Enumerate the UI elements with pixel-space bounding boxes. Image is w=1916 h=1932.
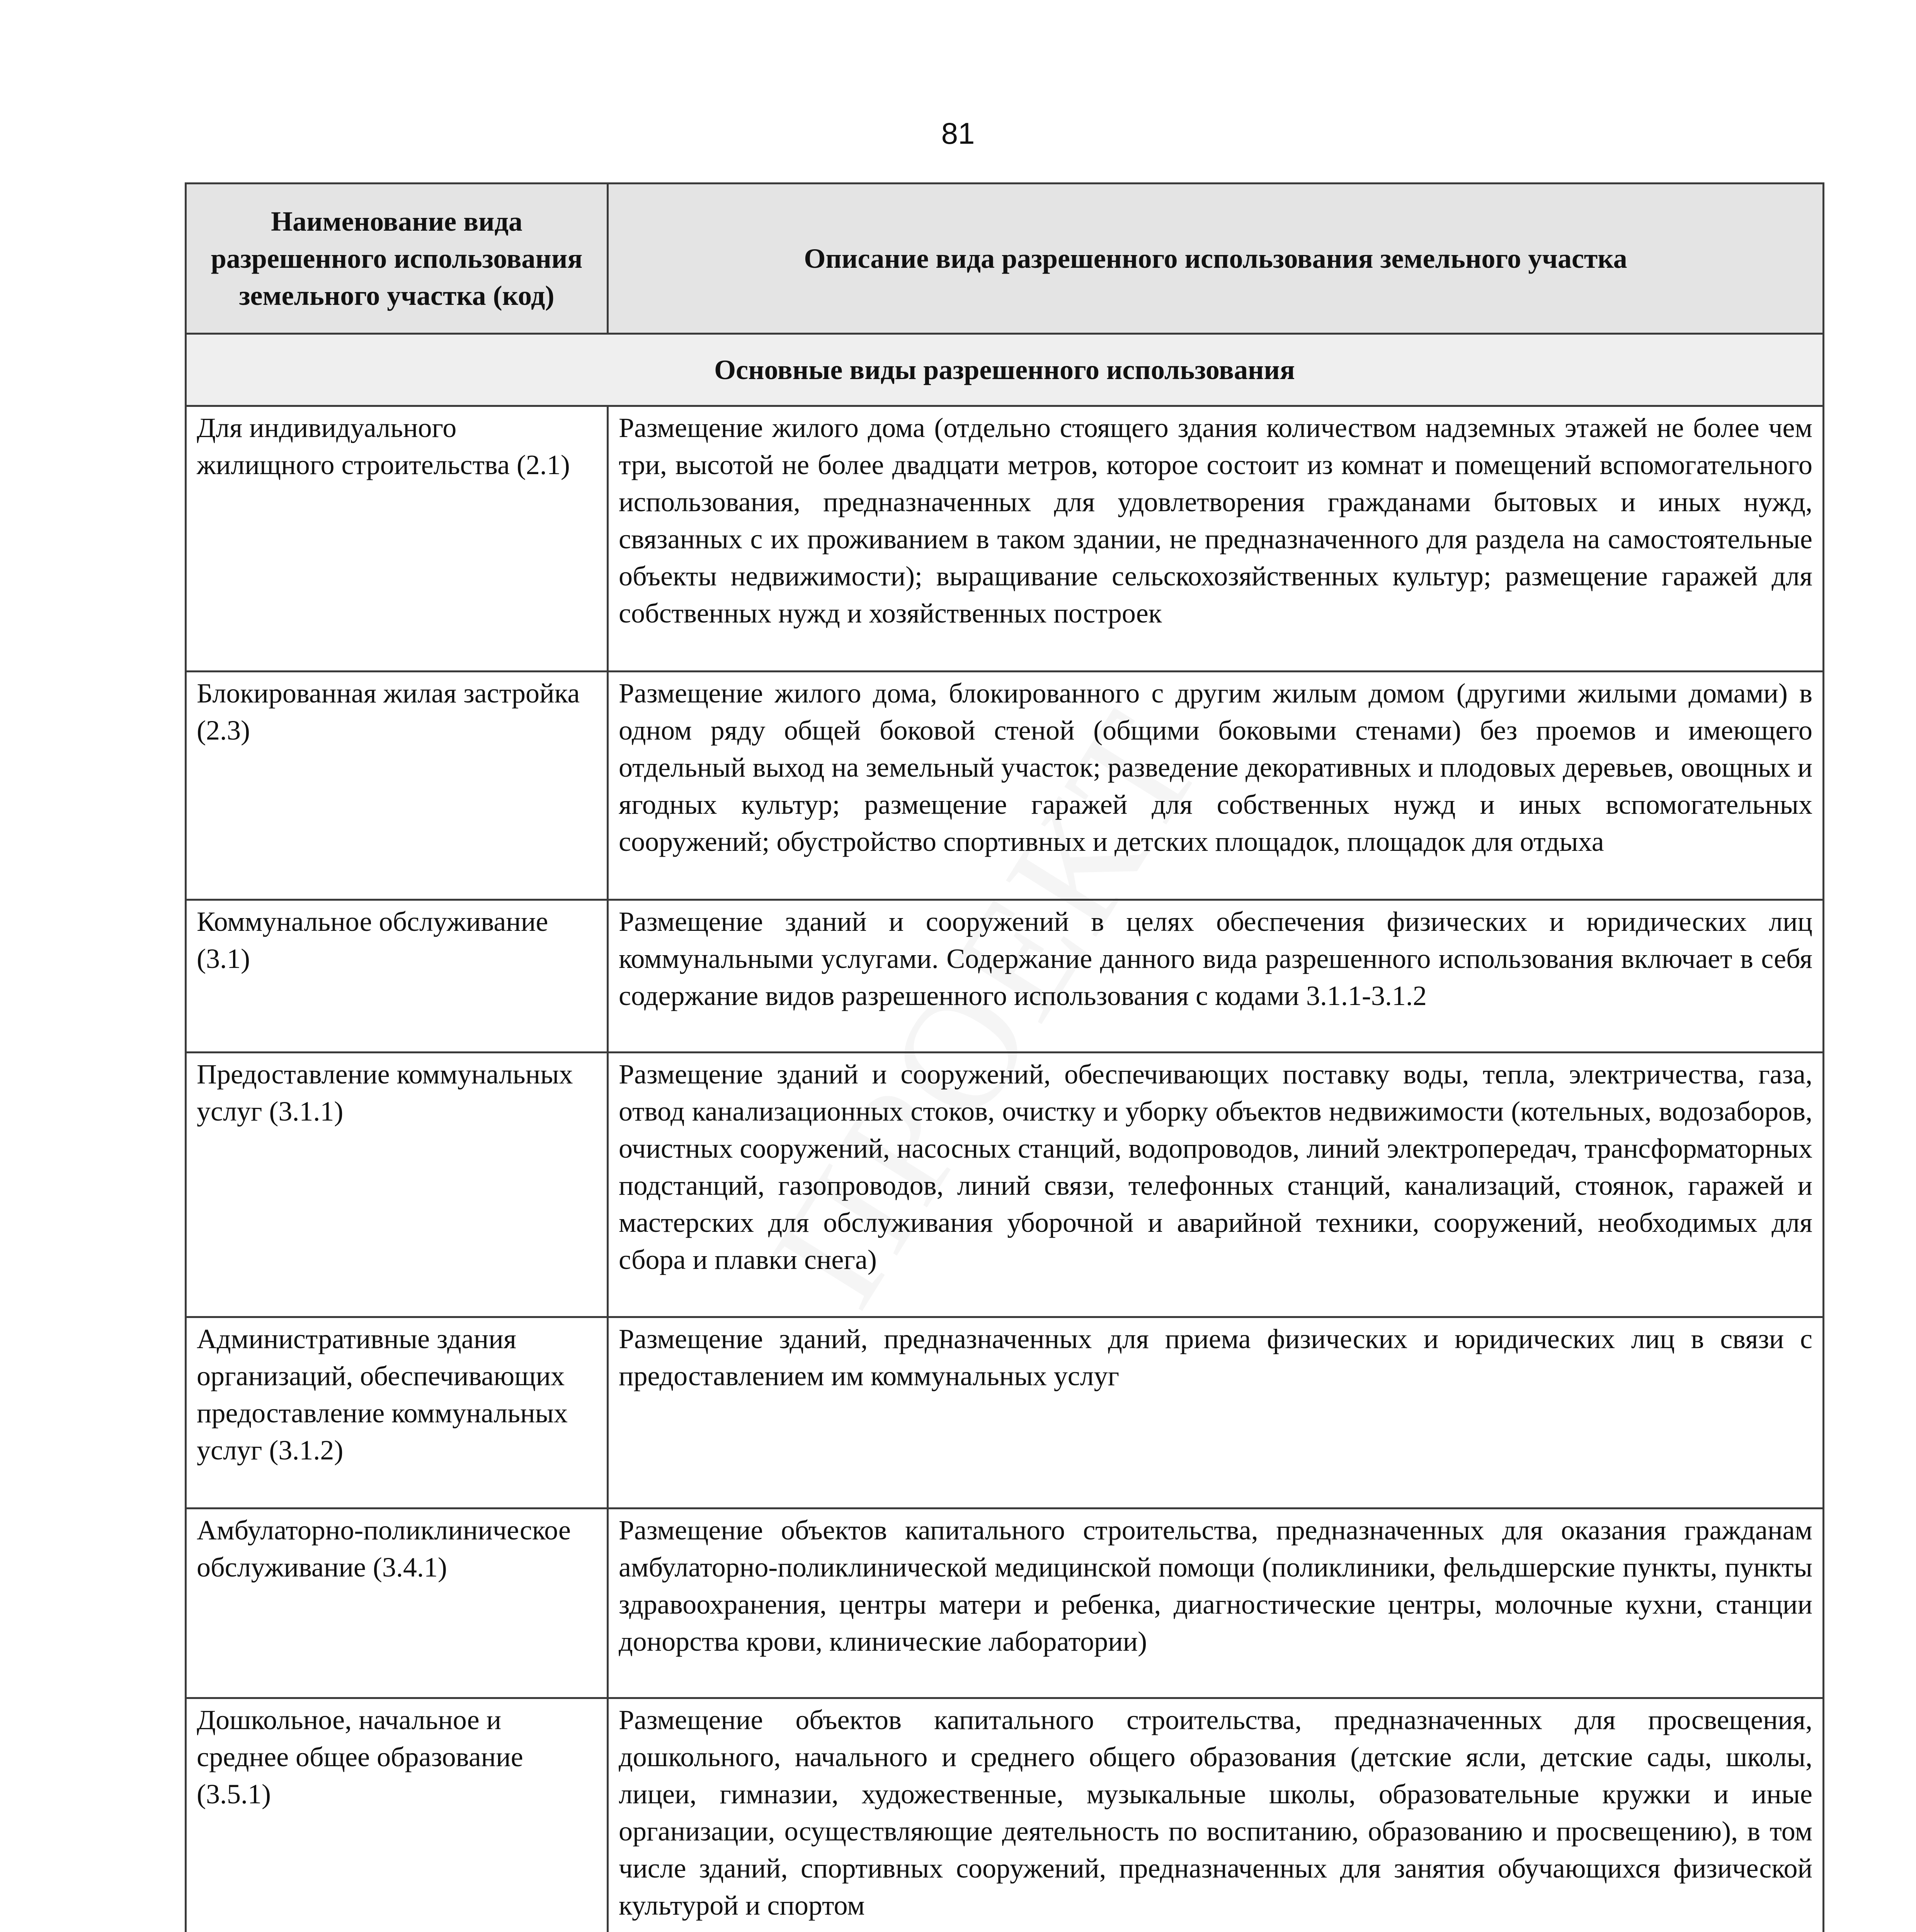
section-row (186, 334, 1824, 406)
use-description: Размещение зданий и сооружений в целях обеспечения физических и юридических лиц коммунальными услугами. Содержание данного вида разрешенного использования включает в себя содержание видов разрешенного использования с кодами 3.1.1-3.1.2 (608, 900, 1824, 1053)
table-row (186, 900, 1824, 1053)
use-description: Размещение жилого дома (отдельно стоящего здания количеством надземных этажей не более чем три, высотой не более двадцати метров, которое состоит из комнат и помещений вспомогательного использования, предназначенных для удовлетворения гражданами бытовых и иных нужд, связанных с их проживанием в таком здании, не предназначенного для раздела на самостоятельные объекты недвижимости); выращивание сельскохозяйственных культур; размещение гаражей для собственных нужд и хозяйственных построек (608, 406, 1824, 672)
land-use-table (185, 182, 1824, 1932)
use-description: Размещение объектов капитального строительства, предназначенных для просвещения, дошкольного, начального и среднего общего образования (детские ясли, детские сады, школы, лицеи, гимназии, художественные, музыкальные школы, образовательные кружки и иные организации, осуществляющие деятельность по воспитанию, образованию и просвещению), в том числе зданий, спортивных сооружений, предназначенных для занятия обучающихся физической культурой и спортом (608, 1698, 1824, 1932)
table-header-row (186, 184, 1824, 334)
use-name: Коммунальное обслуживание (3.1) (186, 900, 608, 1053)
table-row (186, 1053, 1824, 1317)
use-name: Блокированная жилая застройка (2.3) (186, 672, 608, 900)
table-row (186, 1317, 1824, 1509)
use-name: Предоставление коммунальных услуг (3.1.1) (186, 1053, 608, 1317)
section-title: Основные виды разрешенного использования (186, 334, 1824, 406)
use-name: Дошкольное, начальное и среднее общее образование (3.5.1) (186, 1698, 608, 1932)
use-name: Для индивидуального жилищного строительства (2.1) (186, 406, 608, 672)
header-name-column: Наименование вида разрешенного использования земельного участка (код) (186, 184, 608, 334)
use-description: Размещение зданий, предназначенных для приема физических и юридических лиц в связи с предоставлением им коммунальных услуг (608, 1317, 1824, 1509)
table-row (186, 406, 1824, 672)
use-description: Размещение объектов капитального строительства, предназначенных для оказания гражданам амбулаторно-поликлинической медицинской помощи (поликлиники, фельдшерские пункты, пункты здравоохранения, центры матери и ребенка, диагностические центры, молочные кухни, станции донорства крови, клинические лаборатории) (608, 1509, 1824, 1698)
use-description: Размещение жилого дома, блокированного с другим жилым домом (другими жилыми домами) в одном ряду общей боковой стеной (общими боковыми стенами) без проемов и имеющего отдельный выход на земельный участок; разведение декоративных и плодовых деревьев, овощных и ягодных культур; размещение гаражей для собственных нужд и иных вспомогательных сооружений; обустройство спортивных и детских площадок, площадок для отдыха (608, 672, 1824, 900)
table-row (186, 1509, 1824, 1698)
page-number: 81 (941, 116, 975, 150)
use-name: Амбулаторно-поликлиническое обслуживание (3.4.1) (186, 1509, 608, 1698)
header-description-column: Описание вида разрешенного использования земельного участка (608, 184, 1824, 334)
table-row (186, 1698, 1824, 1932)
table-row (186, 672, 1824, 900)
use-name: Административные здания организаций, обеспечивающих предоставление коммунальных услуг (3.1.2) (186, 1317, 608, 1509)
use-description: Размещение зданий и сооружений, обеспечивающих поставку воды, тепла, электричества, газа, отвод канализационных стоков, очистку и уборку объектов недвижимости (котельных, водозаборов, очистных сооружений, насосных станций, водопроводов, линий электропередач, трансформаторных подстанций, газопроводов, линий связи, телефонных станций, канализаций, стоянок, гаражей и мастерских для обслуживания уборочной и аварийной техники, сооружений, необходимых для сбора и плавки снега) (608, 1053, 1824, 1317)
